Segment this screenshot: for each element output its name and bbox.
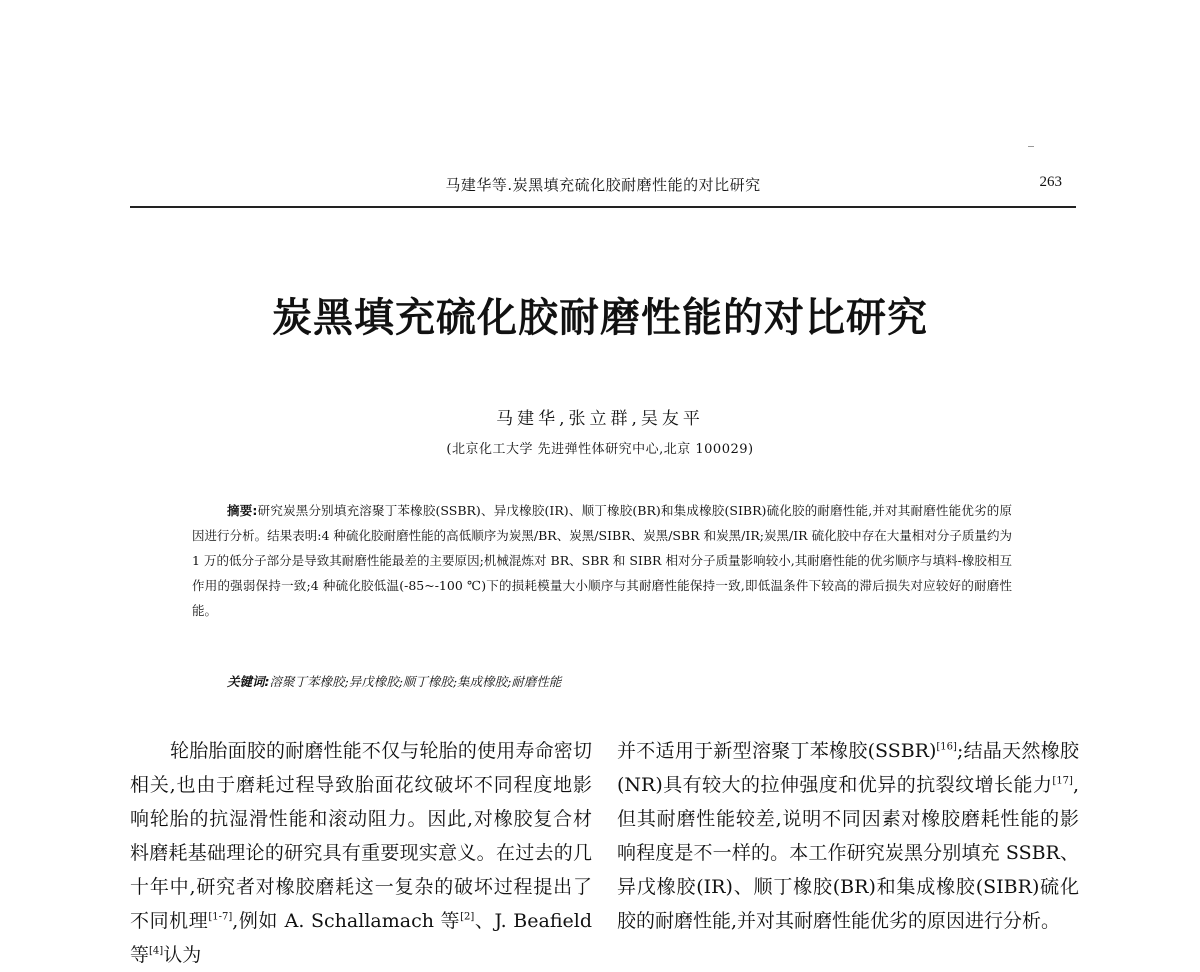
body-text: ;结晶天然橡胶(NR)具有较大的拉伸强度和优异的抗裂纹增长能力 [617, 740, 1080, 796]
body-text: ,但其耐磨性能较差,说明不同因素对橡胶磨耗性能的影响程度是不一样的。本工作研究炭黑分别填充 SSBR、异戊橡胶(IR)、顺丁橡胶(BR)和集成橡胶(SIBR)硫化胶的耐磨性能,并对其耐磨性能优劣的原因进行分析。 [617, 774, 1079, 932]
body-text: 并不适用于新型溶聚丁苯橡胶(SSBR) [617, 740, 937, 762]
body-text: ,例如 A. Schallamach 等 [232, 910, 461, 932]
authors: 马建华,张立群,吴友平 [496, 409, 704, 429]
page-number: 263 [1039, 174, 1062, 190]
citation: [1-7] [208, 911, 233, 923]
abstract-label: 摘要: [227, 503, 258, 518]
scan-mark [1028, 146, 1034, 147]
body-column-right [617, 734, 1079, 938]
abstract-text: 研究炭黑分别填充溶聚丁苯橡胶(SSBR)、异戊橡胶(IR)、顺丁橡胶(BR)和集成橡胶(SIBR)硫化胶的耐磨性能,并对其耐磨性能优劣的原因进行分析。结果表明:4 种硫化胶耐磨性能的高低顺序为炭黑/BR、炭黑/SIBR、炭黑/SBR 和炭黑/IR;炭黑/IR 硫化胶中存在大量相对分子质量约为 1 万的低分子部分是导致其耐磨性能最差的主要原因;机械混炼对 BR、SBR 和 SIBR 相对分子质量影响较小,其耐磨性能的优劣顺序与填料-橡胶相互作用的强弱保持一致;4 种硫化胶低温(-85~-100 ℃)下的损耗模量大小顺序与其耐磨性能保持一致,即低温条件下较高的滞后损失对应较好的耐磨性能。 [192, 503, 1012, 618]
running-header [130, 172, 1076, 208]
citation: [16] [936, 741, 957, 753]
article-title: 炭黑填充硫化胶耐磨性能的对比研究 [272, 295, 928, 341]
body-text: 、J. Beafield 等 [130, 910, 592, 966]
abstract [192, 498, 1012, 623]
body-column-left [130, 734, 592, 972]
citation: [2] [460, 911, 475, 923]
citation: [4] [149, 945, 164, 957]
body-text: 轮胎胎面胶的耐磨性能不仅与轮胎的使用寿命密切相关,也由于磨耗过程导致胎面花纹破坏不同程度地影响轮胎的抗湿滑性能和滚动阻力。因此,对橡胶复合材料磨耗基础理论的研究具有重要现实意义。在过去的几十年中,研究者对橡胶磨耗这一复杂的破坏过程提出了不同机理 [130, 740, 592, 932]
citation: [17] [1052, 775, 1073, 787]
keywords-text: 溶聚丁苯橡胶;异戊橡胶;顺丁橡胶;集成橡胶;耐磨性能 [269, 674, 562, 689]
running-title: 马建华等.炭黑填充硫化胶耐磨性能的对比研究 [445, 176, 761, 194]
body-text: 认为 [163, 944, 202, 966]
affiliation: (北京化工大学 先进弹性体研究中心,北京 100029) [446, 442, 754, 457]
keywords-label: 关键词: [227, 674, 270, 689]
keywords [227, 672, 1007, 690]
